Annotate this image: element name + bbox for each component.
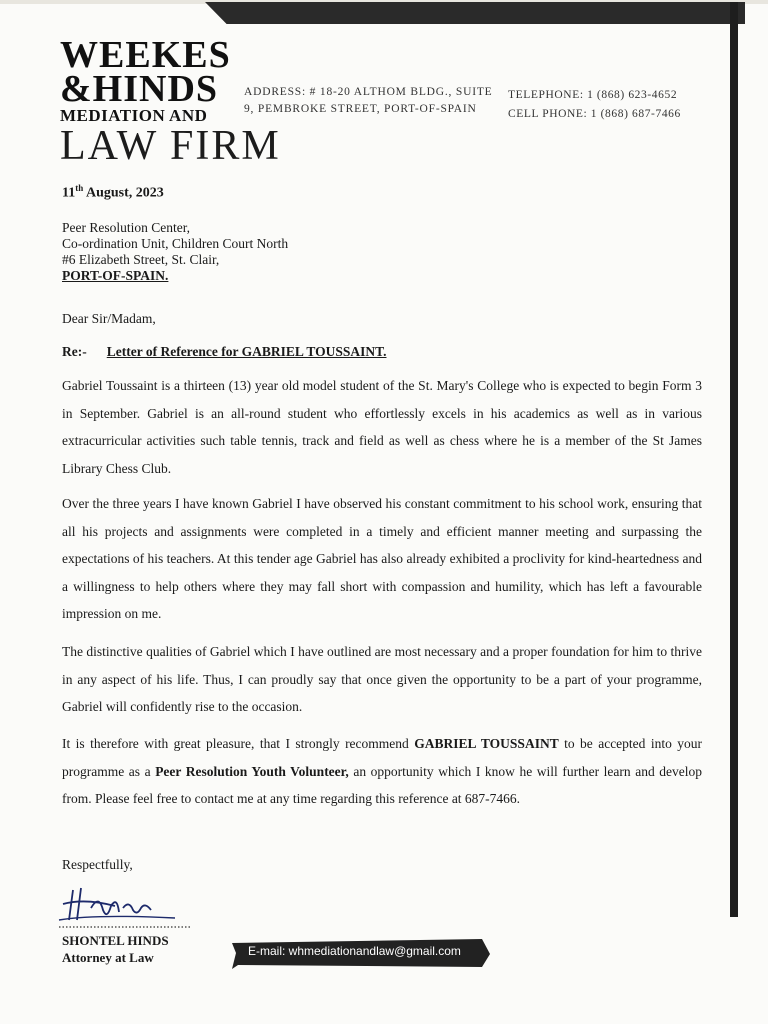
signatory-name: SHONTEL HINDS <box>62 933 169 948</box>
logo-law-firm: LAW FIRM <box>60 123 281 169</box>
logo-hinds: &HINDS <box>60 68 219 110</box>
subject-line <box>62 344 386 360</box>
paragraph-1: Gabriel Toussaint is a thirteen (13) year old model student of the St. Mary's College who is expected to begin Form 3 in September. Gabriel is an all-round student who effortlessly excels in his academics as well as in various extracurricular activities such table tennis, track and field as well as chess where he is a member of the St James Library Chess Club. <box>62 378 702 476</box>
salutation: Dear Sir/Madam, <box>62 311 156 326</box>
signoff: Respectfully, <box>62 857 133 872</box>
paragraph-2: Over the three years I have known Gabriel I have observed his constant commitment to his school work, ensuring that all his projects and assignments were completed in a timely and efficient manner meeting and surpassing the expectations of his teachers. At this tender age Gabriel has also already exhibited a proclivity for kind-heartedness and a willingness to help others where they may fall short with compassion and humility, which has left a favourable impression on me. <box>62 496 702 621</box>
volunteer-role: Peer Resolution Youth Volunteer, <box>155 763 349 779</box>
paragraph-4-part-a: It is therefore with great pleasure, that I strongly recommend <box>62 736 415 751</box>
paragraph-4-part-b: to be accepted into your programme as a <box>62 736 703 779</box>
email-banner <box>232 939 490 969</box>
paragraph-3: The distinctive qualities of Gabriel which I have outlined are most necessary and a proper foundation for him to thrive in any aspect of his life. Thus, I can proudly say that once given the opportunity to be a part of your programme, Gabriel will confidently rise to the occasion. <box>62 644 702 714</box>
firm-address <box>244 84 492 118</box>
subject-label: Re:- <box>62 344 87 359</box>
signatory-title: Attorney at Law <box>62 950 154 965</box>
date-day: 11 <box>62 185 76 201</box>
firm-phones <box>508 86 681 124</box>
recipient-line-1: Peer Resolution Center, <box>62 220 191 235</box>
date-rest: August, 2023 <box>83 185 164 201</box>
recommended-name: GABRIEL TOUSSAINT <box>414 736 559 751</box>
handwritten-signature <box>55 880 195 930</box>
recipient-city: PORT-OF-SPAIN. <box>62 268 169 283</box>
paragraph-4-part-c: an opportunity which I know he will further learn and develop from. Please feel free to contact me at any time regarding this reference at 687-7466. <box>62 763 703 806</box>
recipient-address <box>62 220 288 284</box>
subject-text: Letter of Reference for GABRIEL TOUSSAINT. <box>106 344 387 359</box>
cell-phone: CELL PHONE: 1 (868) 687-7466 <box>508 108 681 120</box>
letter-date <box>62 183 164 202</box>
letterhead-band <box>205 2 745 24</box>
signatory <box>62 932 169 966</box>
logo-weekes: WEEKES <box>60 34 231 76</box>
email-address: E-mail: whmediationandlaw@gmail.com <box>248 944 461 958</box>
recipient-line-2: Co-ordination Unit, Children Court North <box>62 236 289 251</box>
right-edge-stripe <box>730 2 738 917</box>
address-line-1: ADDRESS: # 18-20 ALTHOM BLDG., SUITE <box>244 86 493 98</box>
address-line-2: 9, PEMBROKE STREET, PORT-OF-SPAIN <box>244 103 477 115</box>
paragraph-4 <box>62 730 702 813</box>
date-suffix: th <box>75 183 84 193</box>
telephone: TELEPHONE: 1 (868) 623-4652 <box>508 89 678 101</box>
logo-mediation: MEDIATION AND <box>60 106 208 125</box>
recipient-line-3: #6 Elizabeth Street, St. Clair, <box>62 252 220 267</box>
